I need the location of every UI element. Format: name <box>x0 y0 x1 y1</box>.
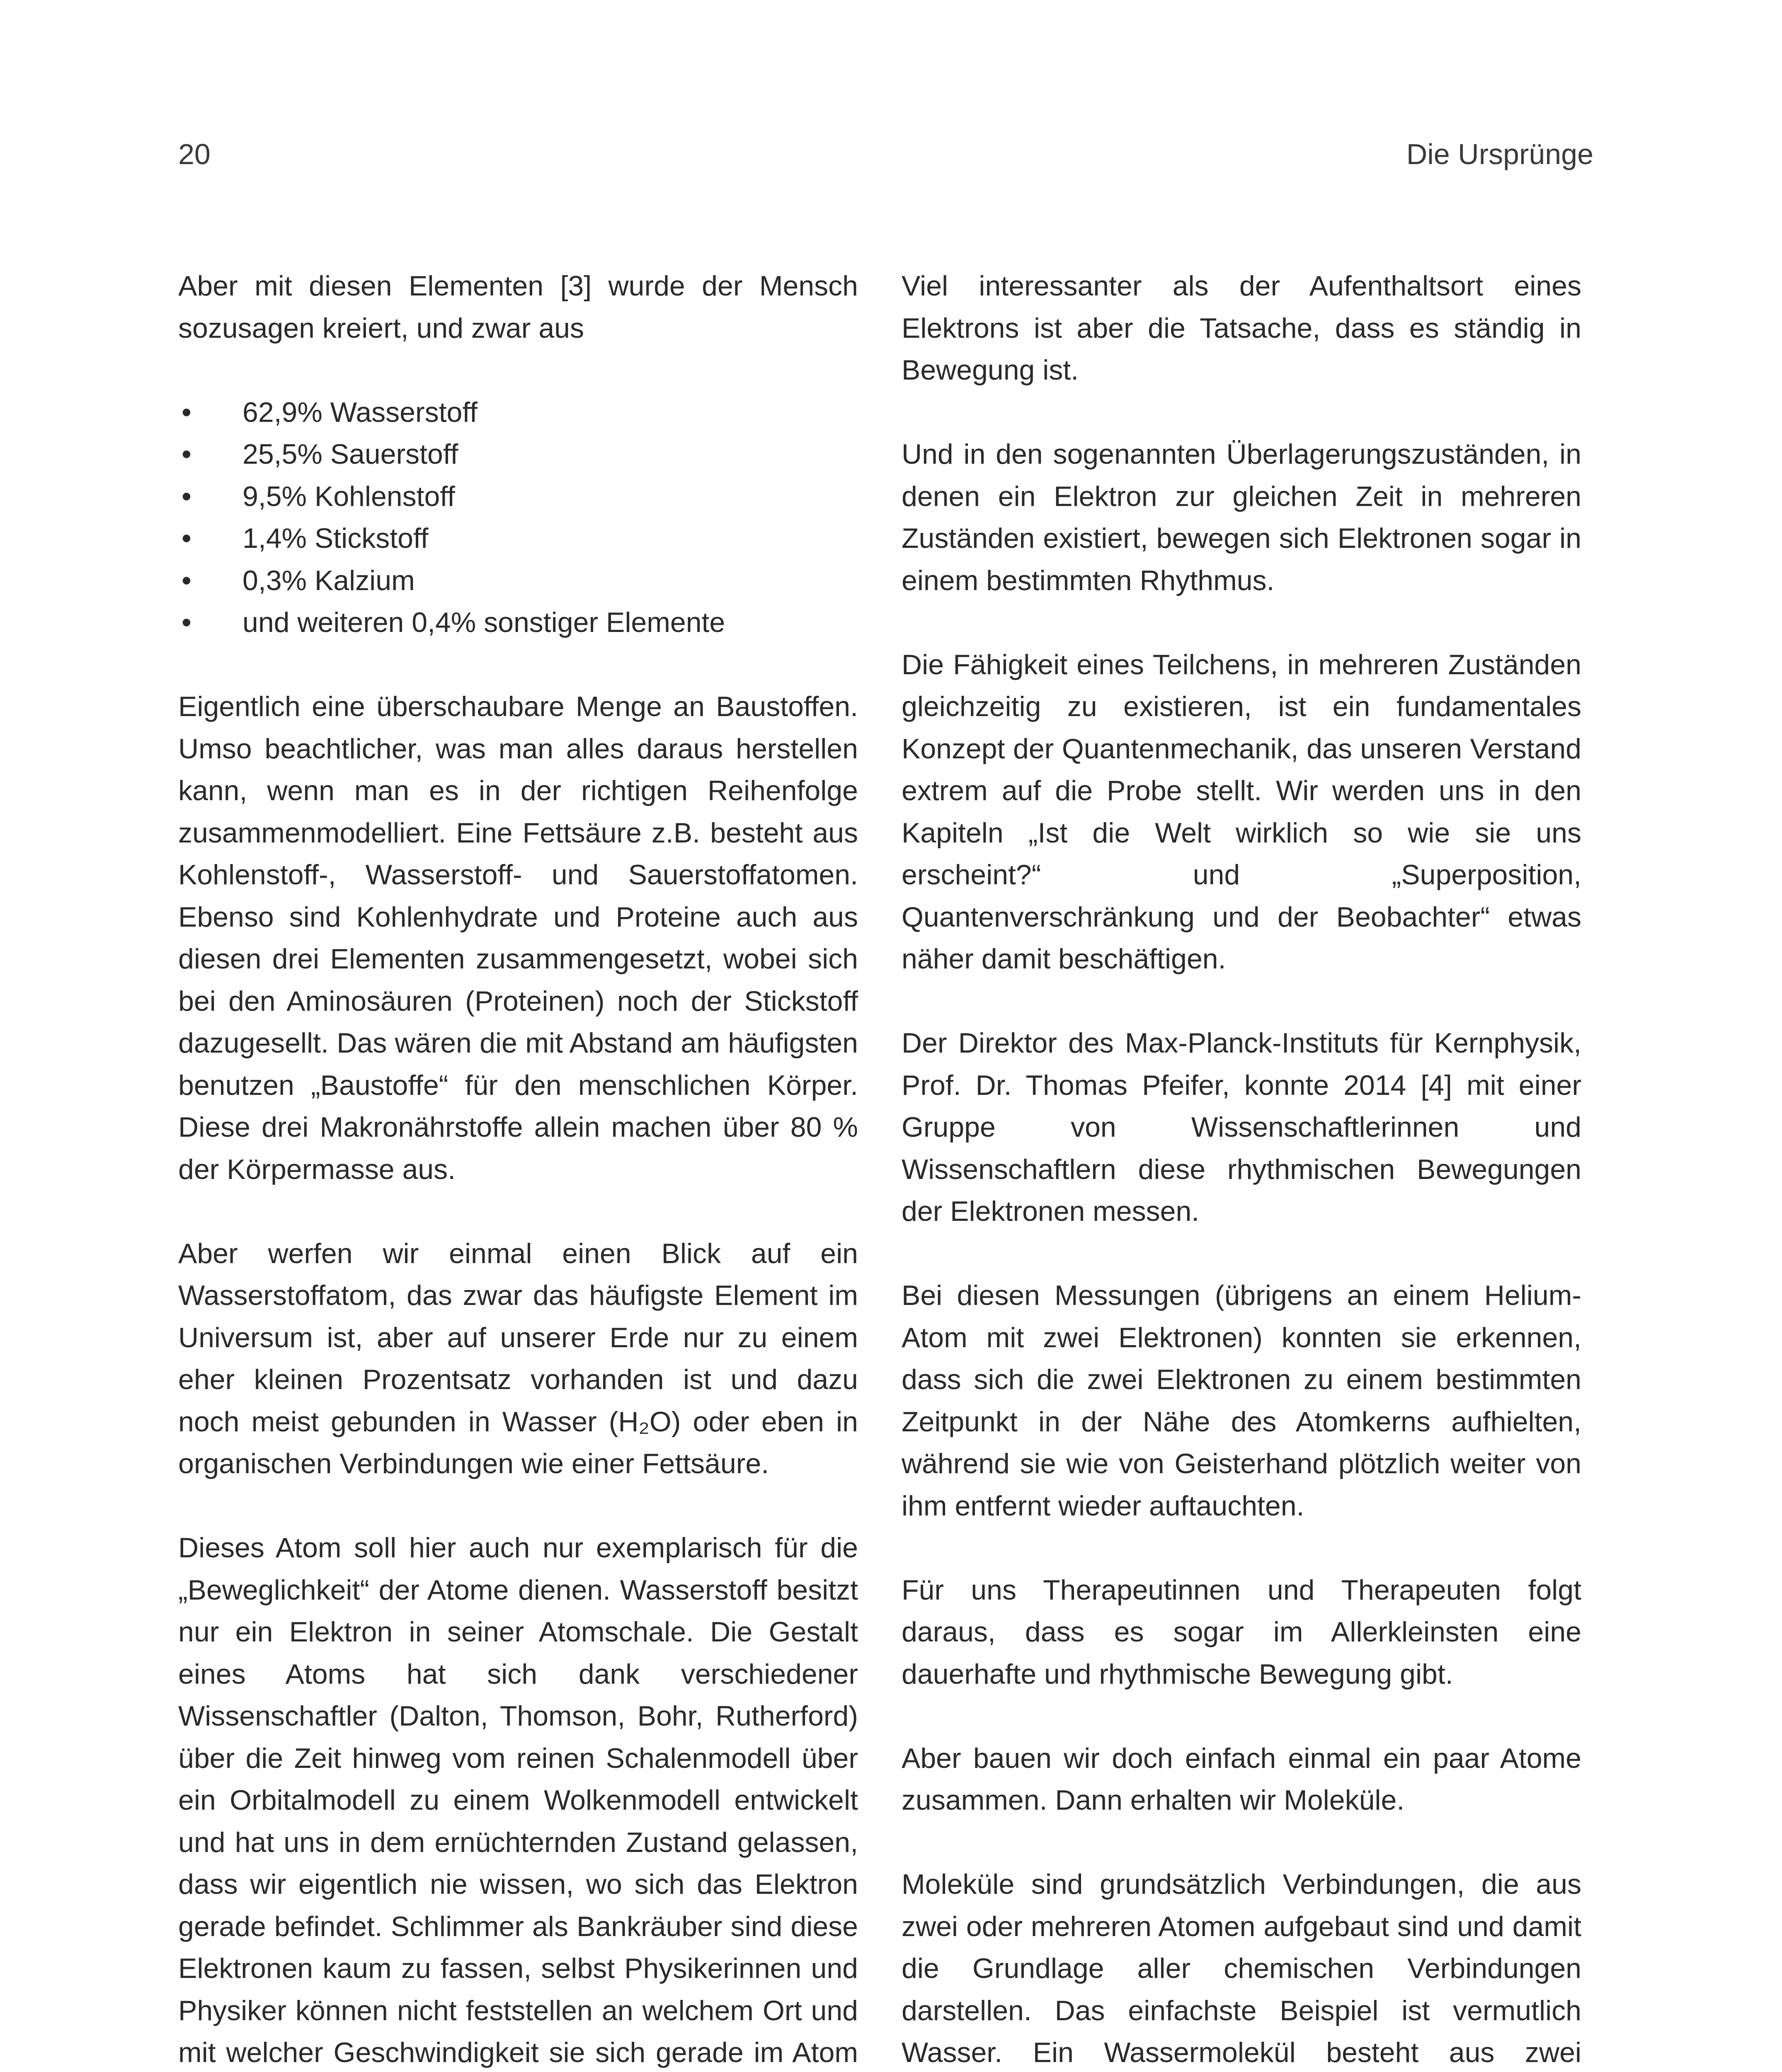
left-column <box>178 265 858 2072</box>
body-paragraph: Für uns Therapeutinnen und Therapeuten folgt daraus, dass es sogar im Allerkleinsten eine dauerhafte und rhythmische Bewegung gibt. <box>902 1574 1581 1690</box>
body-paragraph: Aber bauen wir doch einfach einmal ein paar Atome zusammen. Dann erhalten wir Moleküle. <box>902 1742 1581 1816</box>
list-item: • 25,5% Sauerstoff <box>178 433 858 476</box>
body-paragraph: Aber werfen wir einmal einen Blick auf ein Wasserstoffatom, das zwar das häufigste Element im Universum ist, aber auf unserer Erde nur zu einem eher kleinen Prozentsatz vorhanden ist und dazu noch meist gebunden in Wasser (H₂O) oder eben in organischen Verbindungen wie einer Fettsäure. <box>178 1237 858 1479</box>
right-column <box>902 265 1581 2072</box>
body-paragraph: Moleküle sind grundsätzlich Verbindungen, die aus zwei oder mehreren Atomen aufgebaut sind und damit die Grundlage aller chemischen Verbindungen darstellen. Das einfachste Beispiel ist vermutlich Wasser. Ein Wassermolekül besteht aus zwei <box>902 1869 1581 2068</box>
page-number: 20 <box>178 138 211 170</box>
list-item: • 0,3% Kalzium <box>178 560 858 602</box>
body-paragraph: Die Fähigkeit eines Teilchens, in mehreren Zuständen gleichzeitig zu existieren, ist ein fundamentales Konzept der Quantenmechanik, das unseren Verstand extrem auf die Probe stellt. Wir werden uns in den Kapiteln „Ist die Welt wirklich so wie sie uns erscheint?“ und „Superposition, Quantenverschränkung und der Beobachter“ etwas näher damit beschäftigen. <box>902 649 1581 975</box>
list-item: • 1,4% Stickstoff <box>178 518 858 560</box>
intro-paragraph: Aber mit diesen Elementen [3] wurde der Mensch sozusagen kreiert, und zwar aus <box>178 270 858 344</box>
page-header <box>178 137 1593 186</box>
body-paragraph: Viel interessanter als der Aufenthaltsort eines Elektrons ist aber die Tatsache, dass es ständig in Bewegung ist. <box>902 270 1581 386</box>
body-paragraph: Dieses Atom soll hier auch nur exemplarisch für die „Beweglichkeit“ der Atome dienen. Wasserstoff besitzt nur ein Elektron in seiner Atomschale. Die Gestalt eines Atoms hat sich dank verschiedener Wissenschaftler (Dalton, Thomson, Bohr, Rutherford) über die Zeit hinweg vom reinen Schalenmodell über ein Orbitalmodell zu einem Wolkenmodell entwickelt und hat uns in dem ernüchternden Zustand gelassen, dass wir eigentlich nie wissen, wo sich das Elektron gerade befindet. Schlimmer als Bankräuber sind diese Elektronen kaum zu fassen, selbst Physikerinnen und Physiker können nicht feststellen an welchem Ort und mit welcher Geschwindigkeit sie sich gerade im Atom <box>178 1532 858 2068</box>
running-title: Die Ursprünge <box>1406 138 1593 170</box>
element-list <box>178 392 858 644</box>
list-item: • und weiteren 0,4% sonstiger Elemente <box>178 602 858 644</box>
list-item: • 9,5% Kohlenstoff <box>178 476 858 518</box>
body-paragraph: Und in den sogenannten Überlagerungszuständen, in denen ein Elektron zur gleichen Zeit in mehreren Zuständen existiert, bewegen sich Elektronen sogar in einem bestimmten Rhythmus. <box>902 438 1581 596</box>
body-paragraph: Der Direktor des Max-Planck-Instituts für Kernphysik, Prof. Dr. Thomas Pfeifer, konnte 2014 [4] mit einer Gruppe von Wissenschaftlerinnen und Wissenschaftlern diese rhythmischen Bewegungen der Elektronen messen. <box>902 1027 1581 1227</box>
list-item: • 62,9% Wasserstoff <box>178 392 858 434</box>
body-paragraph: Bei diesen Messungen (übrigens an einem Helium-Atom mit zwei Elektronen) konnten sie erkennen, dass sich die zwei Elektronen zu einem bestimmten Zeitpunkt in der Nähe des Atomkerns aufhielten, während sie wie von Geisterhand plötzlich weiter von ihm entfernt wieder auftauchten. <box>902 1280 1581 1522</box>
body-paragraph: Eigentlich eine überschaubare Menge an Baustoffen. Umso beachtlicher, was man alles daraus herstellen kann, wenn man es in der richtigen Reihenfolge zusammenmodelliert. Eine Fettsäure z.B. besteht aus Kohlenstoff-, Wasserstoff- und Sauerstoffatomen. Ebenso sind Kohlenhydrate und Proteine auch aus diesen drei Elementen zusammengesetzt, wobei sich bei den Aminosäuren (Proteinen) noch der Stickstoff dazugesellt. Das wären die mit Abstand am häufigsten benutzen „Baustoffe“ für den menschlichen Körper. Diese drei Makronährstoffe allein machen über 80 % der Körpermasse aus. <box>178 691 858 1185</box>
